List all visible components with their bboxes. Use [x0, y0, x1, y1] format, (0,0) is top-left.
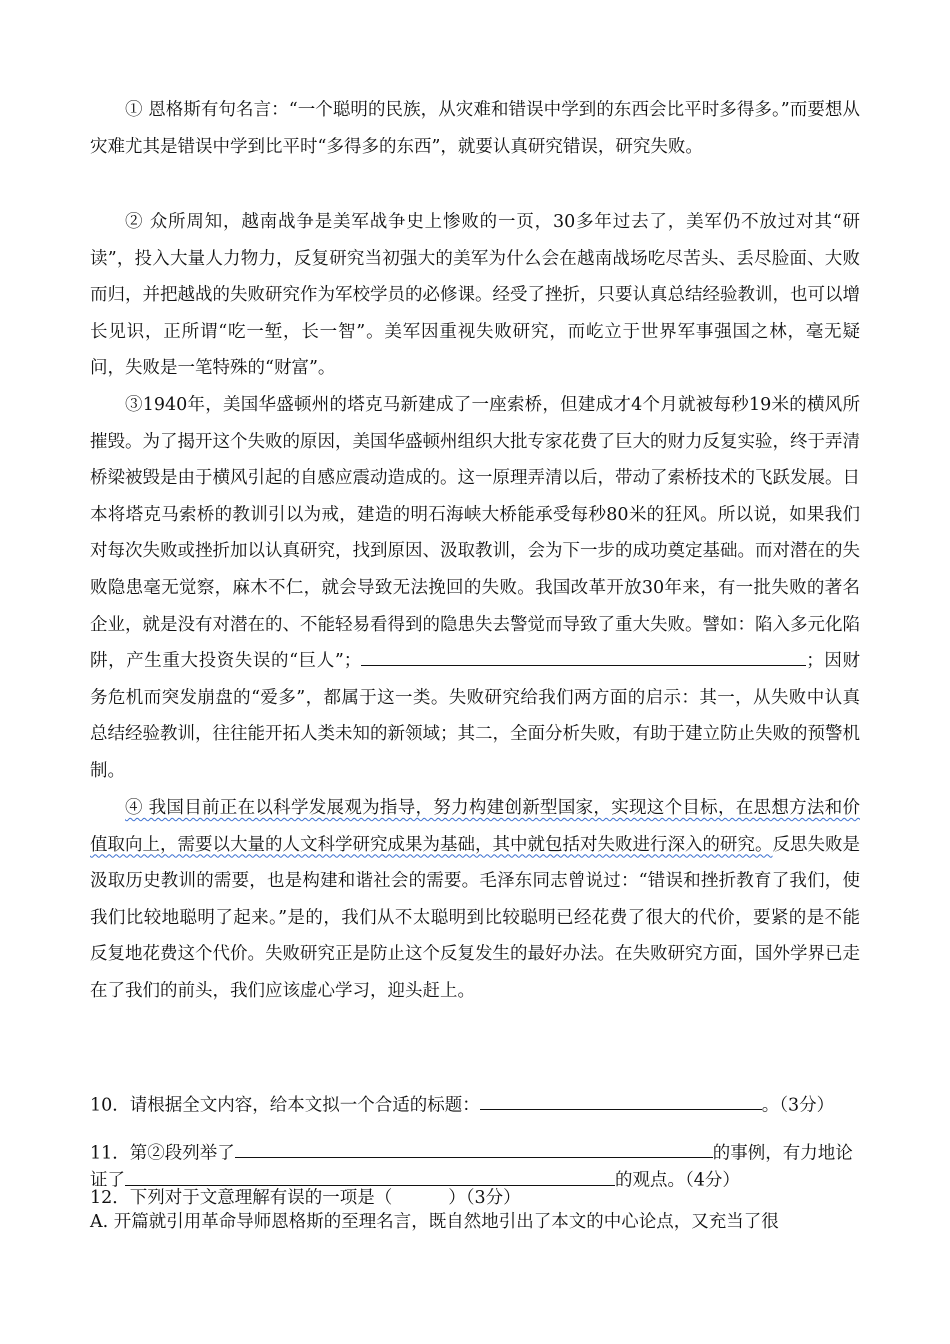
paragraph-1	[90, 92, 860, 165]
question-11-prompt: 11．第②段列举了	[90, 1143, 235, 1164]
question-11-middle: 的事例，有力地论证了	[90, 1143, 853, 1191]
paragraph-3-text-a: ③1940年，美国华盛顿州的塔克马新建成了一座索桥，但建成才4个月就被每秒19米的横风所摧毁。为了揭开这个失败的原因，美国华盛顿州组织大批专家花费了巨大的财力反复实验，终于弄清桥梁被毁是由于横风引起的自感应震动造成的。这一原理弄清以后，带动了索桥技术的飞跃发展。日本将塔克马索桥的教训引以为戒，建造的明石海峡大桥能承受每秒80米的狂风。所以说，如果我们对每次失败或挫折加以认真研究，找到原因、汲取教训，会为下一步的成功奠定基础。而对潜在的失败隐患毫无觉察，麻木不仁，就会导致无法挽回的失败。我国改革开放30年来，有一批失败的著名企业，就是没有对潜在的、不能轻易看得到的隐患失去警觉而导致了重大失败。譬如：陷入多元化陷阱，产生重大投资失误的“巨人”；	[90, 395, 860, 672]
paragraph-1-text: ① 恩格斯有句名言：“一个聪明的民族，从灾难和错误中学到的东西会比平时多得多。”而要想从灾难尤其是错误中学到比平时“多得多的东西”，就要认真研究错误，研究失败。	[90, 100, 860, 157]
paragraph-2	[90, 204, 860, 387]
question-12	[90, 1186, 860, 1210]
question-12-score: ）（3分）	[448, 1188, 521, 1208]
paragraph-4	[90, 790, 860, 1010]
question-10-prompt: 10．请根据全文内容，给本文拟一个合适的标题：	[90, 1095, 480, 1116]
paragraph-3-text-b: ；因财务危机而突发崩盘的“爱多”，都属于这一类。失败研究给我们两方面的启示：其一，从失败中认真总结经验教训，往往能开拓人类未知的新领域；其二，全面分析失败，有助于建立防止失败的预警机制。	[90, 651, 860, 781]
paragraph-4-text: 反思失败是汲取历史教训的需要，也是构建和谐社会的需要。毛泽东同志曾说过：“错误和挫折教育了我们，使我们比较地聪明了起来。”是的，我们从不太聪明到比较聪明已经花费了很大的代价，要紧的是不能反复地花费这个代价。失败研究正是防止这个反复发生的最好办法。在失败研究方面，国外学界已走在了我们的前头，我们应该虚心学习，迎头赶上。	[90, 834, 860, 1001]
question-12-option-a	[90, 1210, 860, 1234]
question-11-score: 的观点。（4分）	[615, 1170, 740, 1191]
question-11-answer-blank-2[interactable]	[125, 1165, 615, 1185]
paragraph-4-wavy-underlined-text: ④ 我国目前正在以科学发展观为指导，努力构建创新型国家，实现这个目标，在思想方法和价值取向上，需要以大量的人文科学研究成果为基础，其中就包括对失败进行深入的研究。	[90, 798, 860, 855]
paragraph-2-text: ② 众所周知，越南战争是美军战争史上惨败的一页，30多年过去了，美军仍不放过对其“研读”，投入大量人力物力，反复研究当初强大的美军为什么会在越南战场吃尽苦头、丢尽脸面、大败而归，并把越战的失败研究作为军校学员的必修课。经受了挫折，只要认真总结经验教训，也可以增长见识，正所谓“吃一堑，长一智”。美军因重视失败研究，而屹立于世界军事强国之林，毫无疑问，失败是一笔特殊的“财富”。	[90, 212, 860, 379]
question-11	[90, 1138, 860, 1193]
question-10-score: 。（3分）	[761, 1095, 835, 1116]
question-11-answer-blank-1[interactable]	[235, 1138, 713, 1158]
paragraph-3-answer-blank[interactable]	[361, 646, 806, 666]
paragraph-3	[90, 387, 860, 790]
question-12-prompt: 12．下列对于文意理解有误的一项是（	[90, 1188, 393, 1208]
question-10-answer-blank[interactable]	[480, 1090, 762, 1110]
question-12-option-a-text: A. 开篇就引用革命导师恩格斯的至理名言，既自然地引出了本文的中心论点，又充当了很	[90, 1212, 779, 1232]
question-10	[90, 1090, 860, 1117]
